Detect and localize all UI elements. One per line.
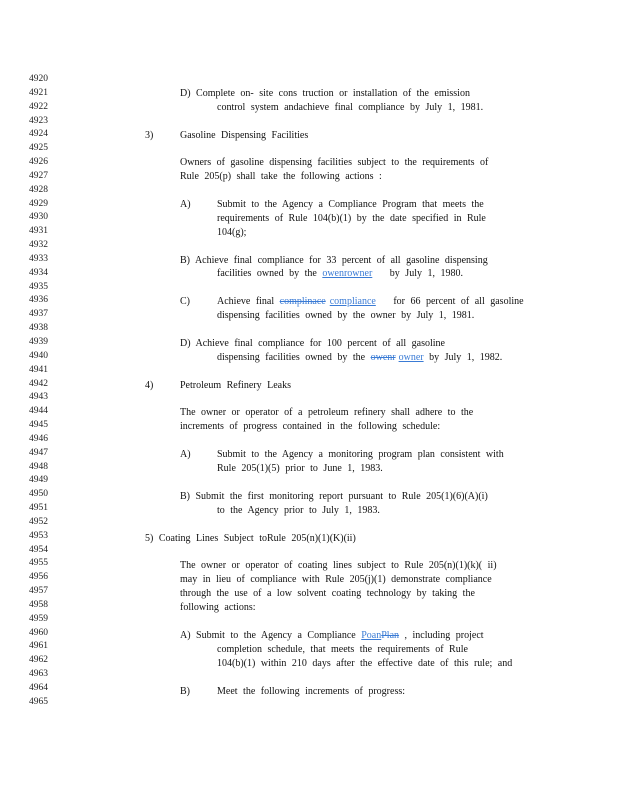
section-5-heading: 5) Coating Lines Subject toRule 205(n)(1)(K)(ii) [145, 533, 356, 544]
line-number: 4933 [29, 253, 48, 264]
inserted-text[interactable]: owenrowner [322, 268, 373, 279]
section-5-item-b-line1: Meet the following increments of progress: [217, 686, 406, 697]
item-b-line2-text: facilities owned by the [217, 268, 323, 279]
line-number: 4923 [29, 115, 48, 126]
line-number: 4932 [29, 240, 48, 251]
line-number: 4962 [29, 655, 48, 666]
section-5-item-a-line3: 104(b)(1) within 210 days after the effective date of this rule; and [217, 658, 513, 669]
deleted-text[interactable]: complinace [279, 296, 326, 307]
deleted-text[interactable]: owenr [370, 352, 396, 363]
item-a-line3: 104(g); [217, 227, 247, 238]
line-number: 4958 [29, 599, 48, 610]
section-4-intro-line1: The owner or operator of a petroleum refinery shall adhere to the [180, 407, 474, 418]
section-3-intro-line1: Owners of gasoline dispensing facilities subject to the requirements of [180, 157, 489, 168]
line-number: 4963 [29, 669, 48, 680]
section-4-item-a-line1: Submit to the Agency a monitoring program plan consistent with [217, 449, 504, 460]
section-4-item-b-line2: to the Agency prior to July 1, 1983. [217, 505, 380, 516]
line-number: 4935 [29, 281, 48, 292]
section-5-item-a-line1-text: A) Submit to the Agency a Compliance [180, 630, 362, 641]
line-number: 4947 [29, 447, 48, 458]
section-5-item-a-line2: completion schedule, that meets the requirements of Rule [217, 644, 468, 655]
section-4-item-a-line2: Rule 205(1)(5) prior to June 1, 1983. [217, 463, 383, 474]
line-number: 4950 [29, 489, 48, 500]
item-c-line2: dispensing facilities owned by the owner by July 1, 1981. [217, 310, 475, 321]
line-number: 4934 [29, 267, 48, 278]
item-d-complete-line1: D) Complete on- site cons truction or installation of the emission [180, 88, 470, 99]
line-number: 4942 [29, 378, 48, 389]
item-b-line2-end: by July 1, 1980. [384, 268, 463, 279]
item-d-achieve-line2-text: dispensing facilities owned by the [217, 352, 371, 363]
line-number: 4953 [29, 530, 48, 541]
line-number: 4944 [29, 406, 48, 417]
section-3-number: 3) [145, 130, 154, 141]
line-number: 4949 [29, 475, 48, 486]
line-number: 4948 [29, 461, 48, 472]
line-number: 4925 [29, 143, 48, 154]
item-c-line1-end: for 66 percent of all gasoline [387, 296, 524, 307]
item-c-label: C) [180, 296, 190, 307]
section-4-intro-line2: increments of progress contained in the following schedule: [180, 421, 441, 432]
item-a-line1: Submit to the Agency a Compliance Program that meets the [217, 199, 484, 210]
section-5-item-a-line1-end: , including project [399, 630, 484, 641]
section-3-heading: Gasoline Dispensing Facilities [180, 130, 309, 141]
line-number: 4956 [29, 572, 48, 583]
item-b-line1: B) Achieve final compliance for 33 percent of all gasoline dispensing [180, 255, 488, 266]
line-number: 4924 [29, 129, 48, 140]
item-d-achieve-line2 [217, 352, 502, 364]
inserted-text[interactable]: Poan [361, 630, 382, 641]
deleted-text[interactable]: Plan [381, 630, 400, 641]
section-5-intro-line1: The owner or operator of coating lines subject to Rule 205(n)(1)(k)( ii) [180, 560, 497, 571]
line-number: 4946 [29, 433, 48, 444]
section-4-item-b-line1: B) Submit the first monitoring report pursuant to Rule 205(1)(6)(A)(i) [180, 491, 488, 502]
line-number: 4920 [29, 74, 48, 84]
item-b-line2 [217, 268, 463, 280]
section-4-number: 4) [145, 380, 154, 391]
line-number: 4961 [29, 641, 48, 652]
line-number: 4965 [29, 696, 48, 707]
line-number: 4927 [29, 170, 48, 181]
line-number: 4938 [29, 323, 48, 334]
line-number: 4954 [29, 544, 48, 555]
inserted-text[interactable]: compliance [329, 296, 376, 307]
line-number: 4941 [29, 364, 48, 375]
line-number: 4951 [29, 503, 48, 513]
item-c-line1-text: Achieve final [217, 296, 280, 307]
section-3-intro-line2: Rule 205(p) shall take the following actions : [180, 171, 382, 182]
section-4-heading: Petroleum Refinery Leaks [180, 380, 291, 391]
line-number: 4926 [29, 157, 48, 167]
line-number: 4955 [29, 558, 48, 569]
item-a-line2: requirements of Rule 104(b)(1) by the date specified in Rule [217, 213, 486, 224]
line-number: 4931 [29, 226, 48, 237]
line-number: 4957 [29, 586, 48, 597]
section-5-item-a-line1 [180, 630, 484, 642]
line-number: 4936 [29, 295, 48, 306]
line-number: 4939 [29, 337, 48, 347]
item-c-line1 [217, 296, 524, 308]
line-number: 4940 [29, 350, 48, 361]
line-number: 4945 [29, 420, 48, 430]
line-number: 4930 [29, 212, 48, 223]
section-5-item-b-label: B) [180, 686, 190, 697]
line-number: 4928 [29, 184, 48, 195]
line-number: 4922 [29, 101, 48, 112]
line-number: 4929 [29, 198, 48, 209]
line-number: 4964 [29, 683, 48, 693]
line-number: 4943 [29, 392, 48, 403]
item-d-achieve-line2-end: by July 1, 1982. [423, 352, 503, 363]
line-number: 4921 [29, 87, 48, 98]
line-number: 4959 [29, 613, 48, 624]
item-d-achieve-line1: D) Achieve final compliance for 100 percent of all gasoline [180, 338, 445, 349]
line-number: 4937 [29, 309, 48, 320]
item-a-label: A) [180, 199, 191, 210]
section-5-intro-line3: through the use of a low solvent coating technology by taking the [180, 588, 475, 599]
item-d-complete-line2: control system andachieve final compliance by July 1, 1981. [217, 102, 484, 113]
section-5-intro-line4: following actions: [180, 602, 256, 613]
section-4-item-a-label: A) [180, 449, 191, 460]
line-number: 4960 [29, 627, 48, 638]
section-5-intro-line2: may in lieu of compliance with Rule 205(j)(1) demonstrate compliance [180, 574, 492, 585]
line-number: 4952 [29, 516, 48, 527]
inserted-text[interactable]: owner [398, 352, 424, 363]
